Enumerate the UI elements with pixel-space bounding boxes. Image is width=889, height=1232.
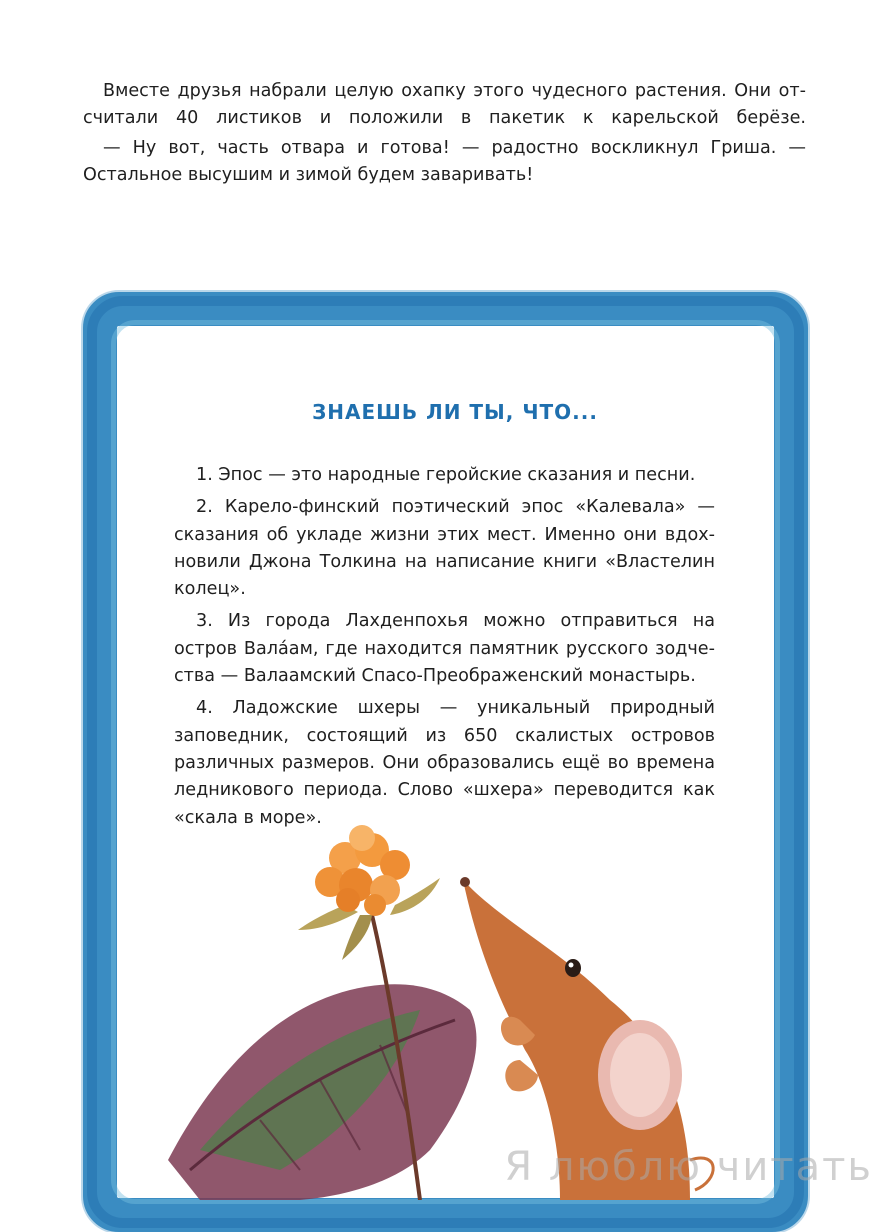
- leaf-icon: [168, 984, 476, 1200]
- facts-list: [174, 462, 715, 837]
- fact-item: 1. Эпос — это народные геройские сказания и песни.: [196, 465, 696, 485]
- fact-item: 3. Из города Лахденпохья можно отправиться на остров Вала́ам, где находится памятник русского зодчества — Валаамский Спасо-Преображенский монастырь.: [174, 611, 715, 687]
- watermark: Я люблю читать: [504, 1144, 873, 1190]
- info-box-title: ЗНАЕШЬ ЛИ ТЫ, ЧТО...: [312, 400, 598, 424]
- fact-item: 4. Ладожские шхеры — уникальный природный заповедник, состоящий из 650 скалистых островов различных размеров. Они образовались ещё во времена ледникового периода. Слово «шхера» переводится как «скала в море».: [174, 698, 715, 828]
- story-paragraph: — Ну вот, часть отвара и готова! — радостно воскликнул Гриша. — Остальное высушим и зимой будем заваривать!: [83, 138, 806, 185]
- fact-item: 2. Карело-финский поэтический эпос «Калевала» — сказания об укладе жизни этих мест. Именно они вдохновили Джона Толкина на написание книги «Властелин колец».: [174, 497, 715, 600]
- cloudberry-icon: [315, 825, 410, 916]
- story-paragraph: Вместе друзья набрали целую охапку этого чудесного растения. Они отсчитали 40 листиков и положили в пакетик к карельской берёзе.: [83, 81, 806, 128]
